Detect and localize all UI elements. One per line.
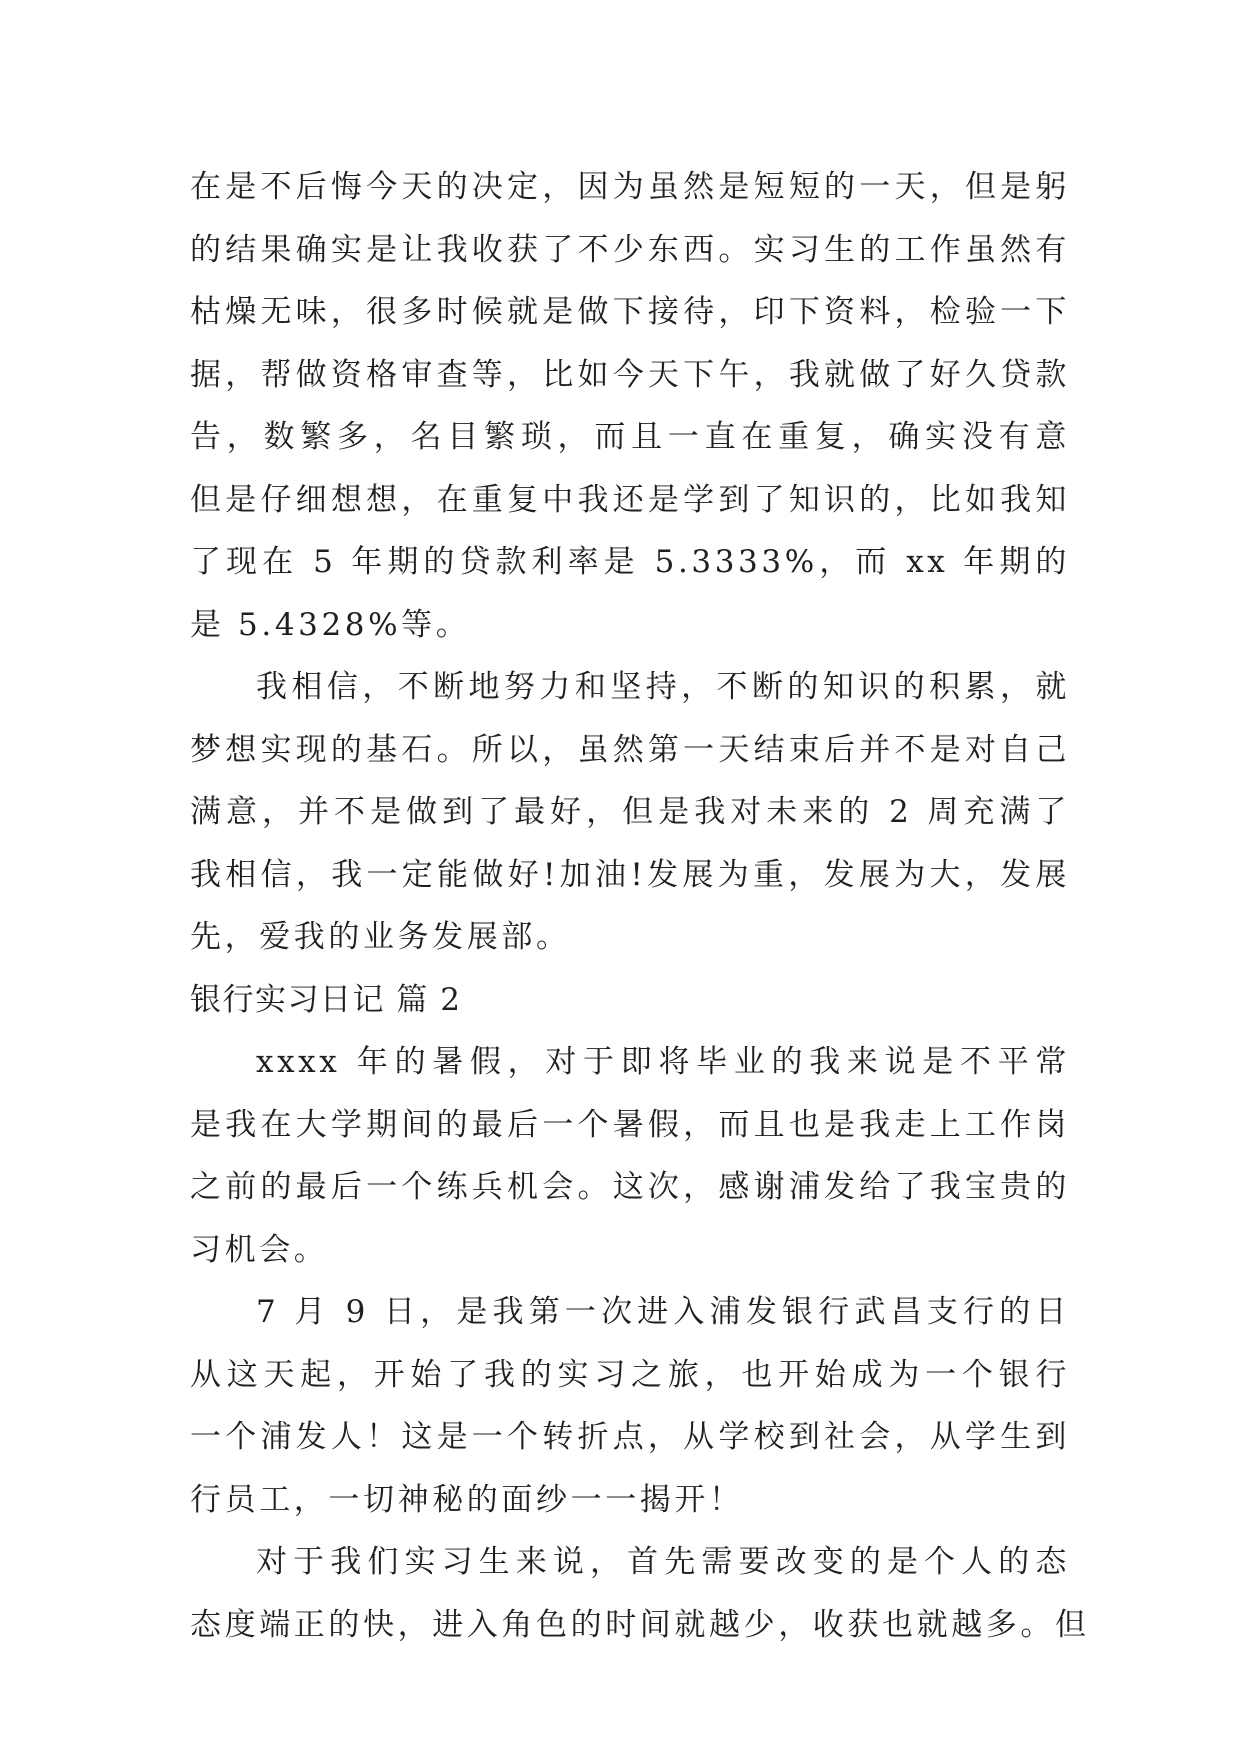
text-line: 枯燥无味，很多时候就是做下接待，印下资料，检验一下 [190,294,1070,330]
text-line: 一个浦发人！这是一个转折点，从学校到社会，从学生到 [190,1419,1070,1455]
paragraph-4 [190,1281,1070,1531]
paragraph-3 [190,1031,1070,1281]
paragraph-2 [190,656,1070,969]
text-line: 先，爱我的业务发展部。 [190,919,571,955]
text-line: 是我在大学期间的最后一个暑假，而且也是我走上工作岗 [190,1106,1070,1143]
text-line: 我相信，不断地努力和坚持，不断的知识的积累，就 [256,669,1070,705]
section-heading [190,969,1070,1032]
paragraph-5 [190,1531,1090,1656]
text-line: 对于我们实习生来说，首先需要改变的是个人的态 [256,1544,1070,1580]
text-line: 满意，并不是做到了最好，但是我对未来的 2 周充满了 [190,794,1070,830]
text-line: 但是仔细想想，在重复中我还是学到了知识的，比如我知 [190,481,1070,518]
text-line: 在是不后悔今天的决定，因为虽然是短短的一天，但是躬 [190,169,1070,205]
document-body [190,156,1090,1656]
text-line: 习机会。 [190,1231,329,1268]
text-line: xxxx 年的暑假，对于即将毕业的我来说是不平常 [256,1044,1070,1080]
text-line: 了现在 5 年期的贷款利率是 5.3333%，而 xx 年期的 [190,544,1070,580]
text-line: 告，数繁多，名目繁琐，而且一直在重复，确实没有意 [190,419,1070,455]
text-line: 从这天起，开始了我的实习之旅，也开始成为一个银行 [190,1356,1070,1393]
text-line: 梦想实现的基石。所以，虽然第一天结束后并不是对自己 [190,731,1070,768]
text-line: 是 5.4328%等。 [190,606,471,643]
text-line: 之前的最后一个练兵机会。这次，感谢浦发给了我宝贵的 [190,1169,1070,1205]
text-line: 行员工，一切神秘的面纱一一揭开！ [190,1481,744,1518]
text-line: 据，帮做资格审查等，比如今天下午，我就做了好久贷款 [190,356,1070,393]
text-line: 态度端正的快，进入角色的时间就越少，收获也就越多。但 [190,1606,1090,1643]
text-line: 银行实习日记 篇 2 [190,981,462,1018]
text-line: 我相信，我一定能做好!加油!发展为重，发展为大，发展 [190,856,1070,893]
paragraph-1 [190,156,1070,656]
text-line: 的结果确实是让我收获了不少东西。实习生的工作虽然有 [190,231,1070,268]
text-line: 7 月 9 日，是我第一次进入浦发银行武昌支行的日 [256,1294,1070,1330]
